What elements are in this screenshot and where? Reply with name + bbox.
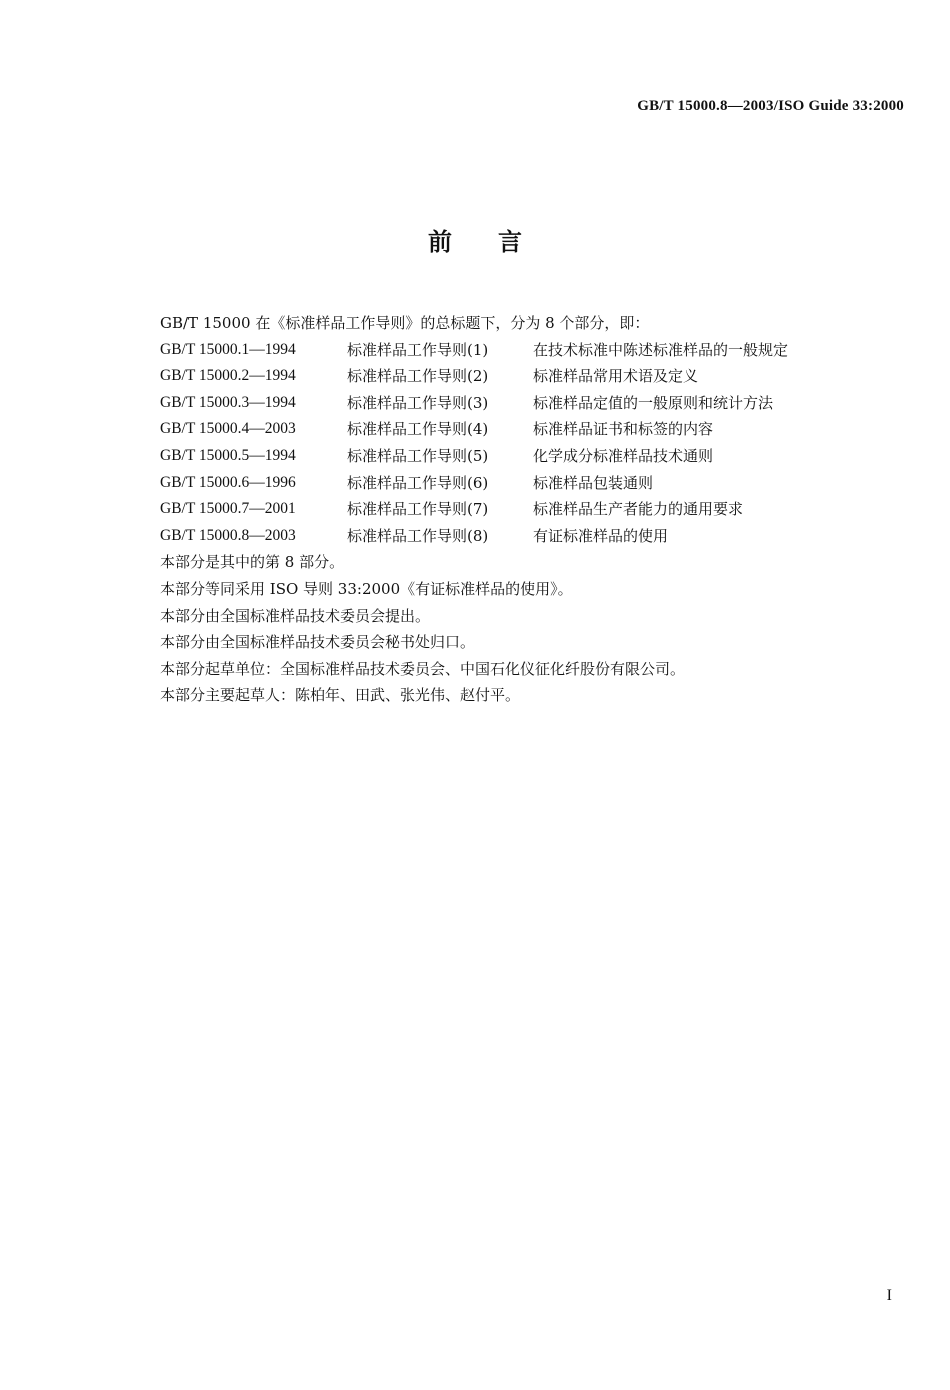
standard-row	[160, 363, 880, 390]
paragraph-equivalence: 本部分等同采用 ISO 导则 33:2000《有证标准样品的使用》。	[160, 579, 573, 598]
standard-row	[160, 337, 880, 364]
foreword-body	[160, 310, 880, 709]
standard-series: 标准样品工作导则(7)	[347, 500, 489, 519]
standard-series: 标准样品工作导则(2)	[347, 367, 489, 386]
standard-series: 标准样品工作导则(8)	[347, 526, 489, 545]
title-char-1: 前	[428, 228, 452, 256]
paragraph-drafters: 本部分主要起草人：陈柏年、田武、张光伟、赵付平。	[160, 686, 521, 705]
title-char-2: 言	[498, 228, 522, 256]
standard-code: GB/T 15000.5—1994	[160, 446, 296, 464]
standard-part-title: 标准样品定值的一般原则和统计方法	[533, 393, 774, 412]
standard-part-title: 有证标准样品的使用	[533, 526, 669, 545]
standard-part-title: 化学成分标准样品技术通则	[533, 446, 714, 465]
standard-row	[160, 496, 880, 523]
paragraph-proposer: 本部分由全国标准样品技术委员会提出。	[160, 606, 431, 625]
standard-code: GB/T 15000.7—2001	[160, 500, 296, 518]
standard-row	[160, 416, 880, 443]
standard-code: GB/T 15000.4—2003	[160, 420, 296, 438]
paragraph-administrator: 本部分由全国标准样品技术委员会秘书处归口。	[160, 633, 476, 652]
standard-code: GB/T 15000.2—1994	[160, 367, 296, 385]
standard-row	[160, 470, 880, 497]
standard-series: 标准样品工作导则(1)	[347, 340, 489, 359]
standard-series: 标准样品工作导则(5)	[347, 446, 489, 465]
standards-list	[160, 337, 880, 550]
standard-row	[160, 523, 880, 550]
standard-series: 标准样品工作导则(6)	[347, 473, 489, 492]
standard-series: 标准样品工作导则(3)	[347, 393, 489, 412]
page-title	[0, 222, 950, 257]
standard-part-title: 在技术标准中陈述标准样品的一般规定	[533, 340, 789, 359]
standard-part-title: 标准样品常用术语及定义	[533, 367, 699, 386]
standard-part-title: 标准样品包装通则	[533, 473, 654, 492]
paragraph-drafting-units: 本部分起草单位：全国标准样品技术委员会、中国石化仪征化纤股份有限公司。	[160, 659, 686, 678]
document-standard-code: GB/T 15000.8—2003/ISO Guide 33:2000	[637, 98, 904, 114]
standard-code: GB/T 15000.1—1994	[160, 340, 296, 358]
standard-part-title: 标准样品生产者能力的通用要求	[533, 500, 744, 519]
standard-series: 标准样品工作导则(4)	[347, 420, 489, 439]
standard-row	[160, 443, 880, 470]
standard-code: GB/T 15000.6—1996	[160, 473, 296, 491]
paragraph-part-number: 本部分是其中的第 8 部分。	[160, 553, 345, 572]
standard-code: GB/T 15000.8—2003	[160, 526, 296, 544]
standard-part-title: 标准样品证书和标签的内容	[533, 420, 714, 439]
standard-row	[160, 390, 880, 417]
standard-code: GB/T 15000.3—1994	[160, 393, 296, 411]
intro-line: GB/T 15000 在《标准样品工作导则》的总标题下，分为 8 个部分，即：	[160, 314, 650, 332]
page-number: I	[886, 1287, 892, 1304]
